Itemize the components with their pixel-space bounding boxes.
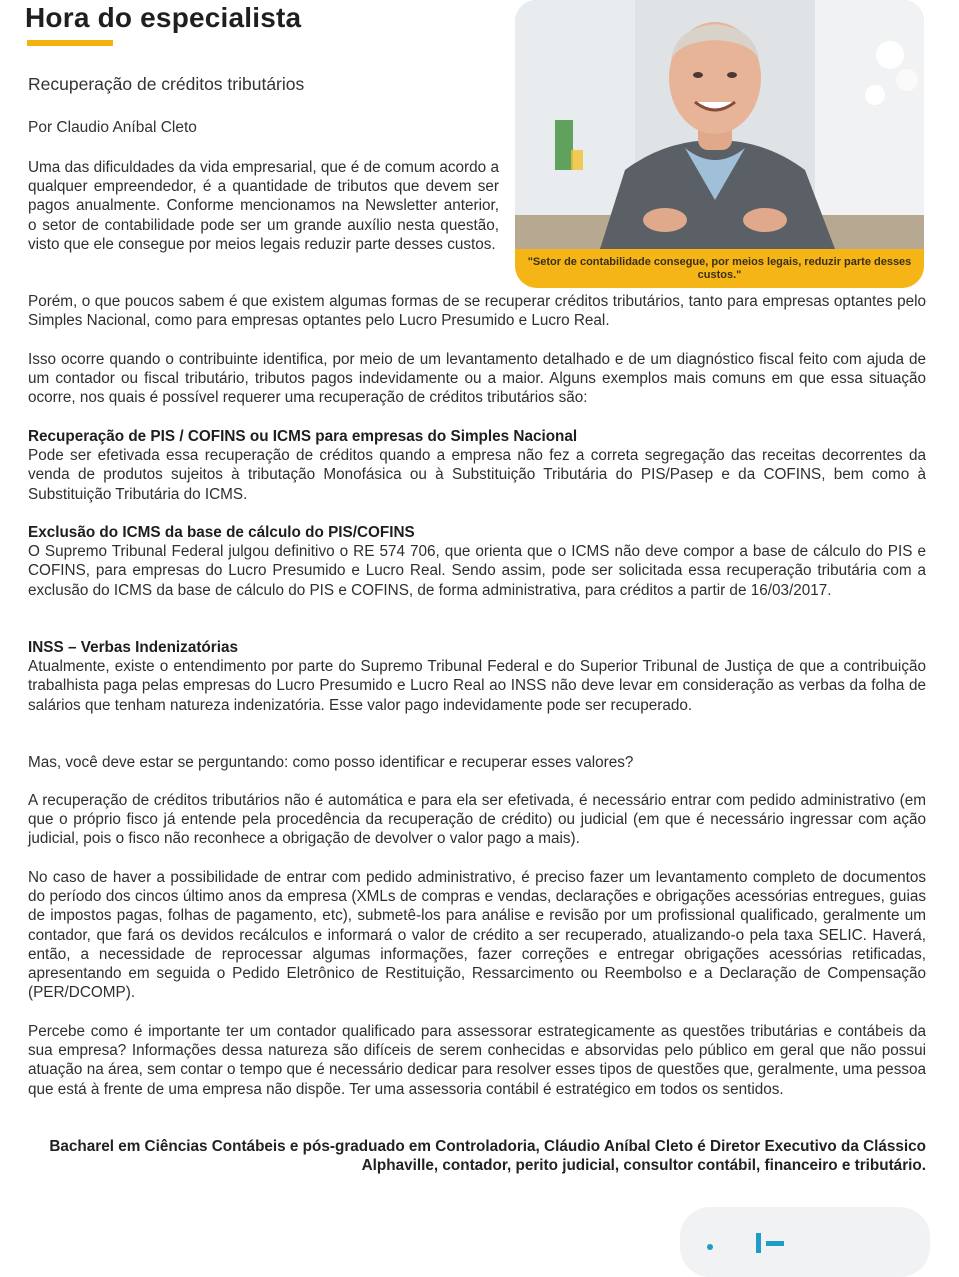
author-photo (515, 0, 924, 249)
section-heading: Exclusão do ICMS da base de cálculo do PIS/COFINS (28, 524, 415, 541)
intro-paragraph: Uma das dificuldades da vida empresarial, que é de comum acordo a qualquer empreendedor, é a quantidade de tributos que devem ser pagos anualmente. Conforme mencionamos na Newsletter anterior, o setor de contabilidade pode ser um grande auxílio nesta questão, visto que ele consegue por meios legais reduzir parte desses custos. (28, 159, 499, 253)
administrative-paragraph: No caso de haver a possibilidade de entrar com pedido administrativo, é preciso fazer um levantamento completo de documentos do período dos cincos último anos da empresa (XMLs de compras e vendas, declarações e obrigações acessórias entregues, guias de impostos pagas, folhas de pagamento, etc), submetê-los para análise e revisão por um profissional qualificado, geralmente um contador, que fará os devidos recálculos e informará o valor de crédito a ser recuperado, atualizando-o pela taxa SELIC. Haverá, então, a necessidade de reprocessar algumas informações, fazer correções e entregar obrigações acessórias retificadas, apresentando em seguida o Pedido Eletrônico de Restituição, Ressarcimento ou Reembolso e a Declaração de Compensação (PER/DCOMP). (28, 869, 926, 1002)
section-body: O Supremo Tribunal Federal julgou definitivo o RE 574 706, que orienta que o ICMS não deve compor a base de cálculo do PIS e COFINS, para empresas do Lucro Presumido e Lucro Real. Sendo assim, pode ser solicitada essa recuperação tributária com a exclusão do ICMS da base de cálculo do PIS e COFINS, de forma administrativa, para créditos a partir de 16/03/2017. (28, 543, 926, 599)
section-icms-exclusion (28, 523, 926, 600)
section-body: Pode ser efetivada essa recuperação de créditos quando a empresa não fez a correta segregação das receitas decorrentes da venda de produtos sujeitos à tributação Monofásica ou à Substituição Tributária do PIS/Pasep e da COFINS, bem como à Substituição Tributária do ICMS. (28, 447, 926, 503)
paragraph-2: Porém, o que poucos sabem é que existem algumas formas de se recuperar créditos tributários, tanto para empresas optantes pelo Simples Nacional, como para empresas optantes pelo Lucro Presumido e Lucro Real. (28, 293, 926, 330)
section-simples-nacional (28, 427, 926, 504)
author-photo-card (515, 0, 924, 288)
section-inss (28, 638, 926, 715)
article-byline: Por Claudio Aníbal Cleto (28, 119, 197, 136)
closing-paragraph: Percebe como é importante ter um contador qualificado para assessorar estrategicamente as questões tributárias e contábeis da sua empresa? Informações dessa natureza são difíceis de serem conhecidas e absorvidas pelo público em geral que não possui atuação na área, sem contar o tempo que é necessário dedicar para resolver esses tipos de questões que, geralmente, uma pessoa que está à frente de uma empresa não dispõe. Ter uma assessoria contábil é estratégico em todos os sentidos. (28, 1023, 926, 1098)
title-underline (27, 40, 113, 46)
process-paragraph: A recuperação de créditos tributários não é automática e para ela ser efetivada, é necessário entrar com pedido administrativo (em que o próprio fisco já entende pela procedência da recuperação de crédito) ou judicial (em que é necessário ingressar com ação judicial, pois o fisco não reconhece a obrigação de devolver o valor pago a mais). (28, 792, 926, 848)
question-paragraph: Mas, você deve estar se perguntando: como posso identificar e recuperar esses valores? (28, 754, 634, 771)
footer-logo-card (680, 1207, 930, 1277)
section-heading: Recuperação de PIS / COFINS ou ICMS para empresas do Simples Nacional (28, 428, 578, 445)
author-portrait-illustration (515, 0, 924, 249)
section-body: Atualmente, existe o entendimento por parte do Supremo Tribunal Federal e do Superior Tribunal de Justiça de que a contribuição trabalhista paga pelas empresas do Lucro Presumido e Lucro Real ao INSS não deve levar em consideração as verbas da folha de salários que tenham natureza indenizatória. Esse valor pago indevidamente pode ser recuperado. (28, 658, 926, 714)
author-signature: Bacharel em Ciências Contábeis e pós-graduado em Controladoria, Cláudio Aníbal Cleto é Diretor Executivo da Clássico Alphaville, contador, perito judicial, consultor contábil, financeiro e tributário. (49, 1138, 926, 1175)
page-title: Hora do especialista (25, 2, 302, 33)
article-subtitle: Recuperação de créditos tributários (28, 74, 305, 94)
section-heading: INSS – Verbas Indenizatórias (28, 639, 238, 656)
company-logo-icon (706, 1233, 796, 1253)
photo-caption: "Setor de contabilidade consegue, por meios legais, reduzir parte desses custos." (527, 256, 912, 281)
paragraph-3: Isso ocorre quando o contribuinte identifica, por meio de um levantamento detalhado e de um diagnóstico fiscal feito com ajuda de um contador ou fiscal tributário, tributos pagos indevidamente ou a maior. Alguns exemplos mais comuns em que essa situação ocorre, nos quais é possível requerer uma recuperação de créditos tributários são: (28, 351, 926, 407)
